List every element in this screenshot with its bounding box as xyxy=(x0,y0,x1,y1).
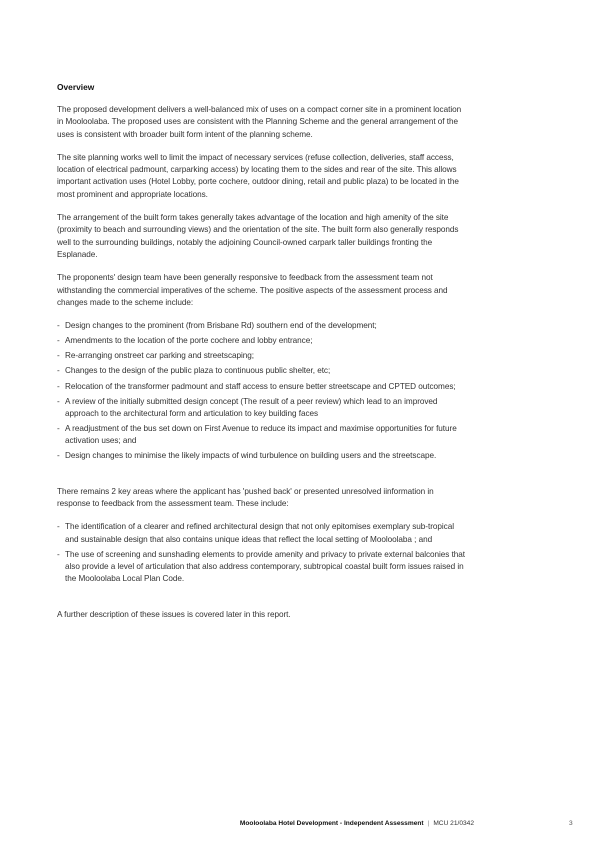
key-areas-list xyxy=(57,521,467,585)
list-item: - A review of the initially submitted design concept (The result of a peer review) which lead to an improved approach to the architectural form and articulation to key building faces xyxy=(57,396,467,421)
list-item: - Relocation of the transformer padmount and staff access to ensure better streetscape and CPTED outcomes; xyxy=(57,381,467,393)
document-body xyxy=(57,82,467,632)
paragraph: The arrangement of the built form takes generally takes advantage of the location and high amenity of the site (proximity to beach and surrounding views) and the orientation of the site. The built form also generally responds well to the surrounding buildings, notably the adjoining Council-owned carpark taller buildings fronting the Esplanade. xyxy=(57,213,459,259)
footer-reference: MCU 21/0342 xyxy=(433,820,474,827)
paragraph: There remains 2 key areas where the applicant has 'pushed back' or presented unresolved iinformation in response to feedback from the assessment team. These include: xyxy=(57,486,434,508)
footer-text xyxy=(240,820,474,827)
list-item: - Design changes to minimise the likely impacts of wind turbulence on building users and the streetscape. xyxy=(57,450,467,462)
list-item: - The use of screening and sunshading elements to provide amenity and privacy to private external balconies that also provide a level of articulation that also address contemporary, subtropical coastal built form issues raised in the Mooloolaba Local Plan Code. xyxy=(57,549,467,586)
footer-separator: | xyxy=(427,820,430,827)
list-item: - Design changes to the prominent (from Brisbane Rd) southern end of the development; xyxy=(57,320,467,332)
list-item: - Amendments to the location of the porte cochere and lobby entrance; xyxy=(57,335,467,347)
spacer xyxy=(57,597,467,609)
page-number: 3 xyxy=(569,820,573,827)
list-item: - Re-arranging onstreet car parking and streetscaping; xyxy=(57,350,467,362)
paragraph: The site planning works well to limit the impact of necessary services (refuse collection, deliveries, staff access, location of electrical padmount, carparking access) by locating them to the sides and rear of the site. This allows important activation uses (Hotel Lobby, porte cochere, outdoor dining, retail and public plaza) to be located in the most prominent and appropriate locations. xyxy=(57,152,459,199)
paragraph: The proposed development delivers a well-balanced mix of uses on a compact corner site in a prominent location in Mooloolaba. The proposed uses are consistent with the Planning Scheme and the general arrangement of the uses is consistent with broader built form intent of the planning scheme. xyxy=(57,105,462,139)
closing-paragraph: A further description of these issues is covered later in this report. xyxy=(57,609,291,619)
section-heading: Overview xyxy=(57,82,95,92)
spacer xyxy=(57,474,467,486)
positive-aspects-list xyxy=(57,320,467,463)
paragraph: The proponents' design team have been generally responsive to feedback from the assessment team not withstanding the commercial imperatives of the scheme. The positive aspects of the assessment process and changes made to the scheme include: xyxy=(57,273,448,307)
list-item: - Changes to the design of the public plaza to continuous public shelter, etc; xyxy=(57,365,467,377)
list-item: - A readjustment of the bus set down on First Avenue to reduce its impact and maximise opportunities for future activation uses; and xyxy=(57,423,467,448)
footer-title: Mooloolaba Hotel Development - Independent Assessment xyxy=(239,820,424,827)
list-item: - The identification of a clearer and refined architectural design that not only epitomises exemplary sub-tropical and sustainable design that also contains unique ideas that reflect the local setting of Mooloolaba ; and xyxy=(57,521,467,546)
